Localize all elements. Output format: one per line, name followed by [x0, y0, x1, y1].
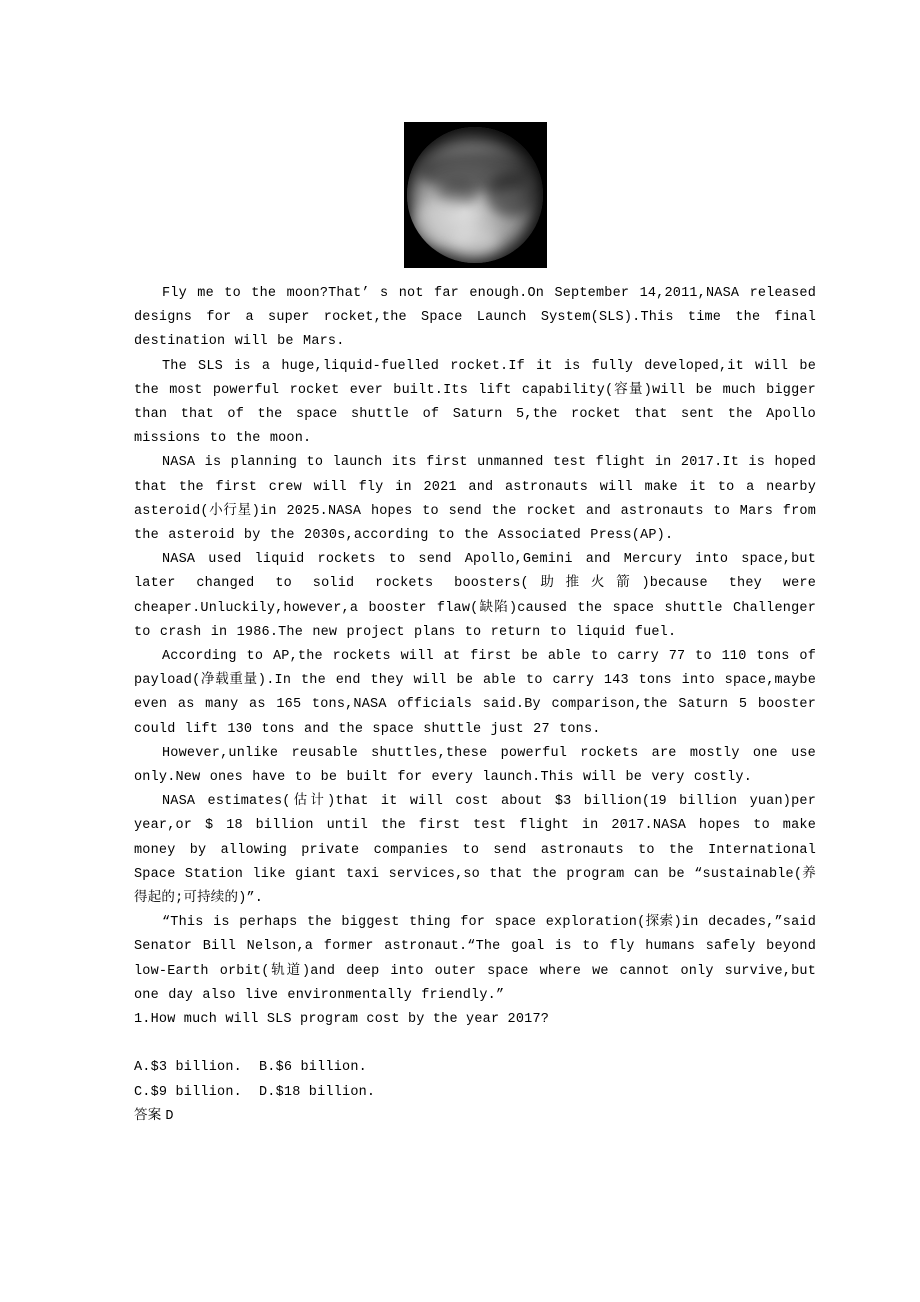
article-paragraph: NASA used liquid rockets to send Apollo,Gemini and Mercury into space,but later changed to solid rockets boosters(助推火箭)because they were cheaper.Unluckily,however,a booster flaw(缺陷)caused the space shuttle Challenger to crash in 1986.The new project plans to return to liquid fuel.	[134, 552, 816, 640]
mars-polar-cap	[453, 228, 499, 255]
mars-dark-patch-right	[486, 173, 538, 217]
mars-planet-sphere	[407, 127, 543, 263]
question-text: 1.How much will SLS program cost by the year 2017?	[134, 1012, 550, 1028]
answer-line	[134, 1105, 816, 1129]
article-paragraph: According to AP,the rockets will at first be able to carry 77 to 110 tons of payload(净载重量).In the end they will be able to carry 143 tons into space,maybe even as many as 165 tons,NASA officials said.By comparison,the Saturn 5 booster could lift 130 tons and the space shuttle just 27 tons.	[134, 649, 816, 737]
option-c: C.$9 billion.	[134, 1084, 242, 1100]
answer-label: 答案	[134, 1108, 162, 1124]
article-paragraph: “This is perhaps the biggest thing for space exploration(探索)in decades,”said Senator Bill Nelson,a former astronaut.“The goal is to fly humans safely beyond low-Earth orbit(轨道)and deep into outer space where we cannot only survive,but one day also live environmentally friendly.”	[134, 915, 816, 1003]
option-d: D.$18 billion.	[259, 1084, 376, 1100]
option-a: A.$3 billion.	[134, 1060, 242, 1076]
option-b: B.$6 billion.	[259, 1060, 367, 1076]
answer-options	[134, 1056, 816, 1129]
mars-photo	[404, 122, 547, 268]
article-paragraph: Fly me to the moon?That’ s not far enough.On September 14,2011,NASA released designs for a super rocket,the Space Launch System(SLS).This time the final destination will be Mars.	[134, 286, 816, 350]
option-row-2	[134, 1081, 816, 1105]
article-paragraph: However,unlike reusable shuttles,these powerful rockets are mostly one use only.New ones have to be built for every launch.This will be very costly.	[134, 745, 816, 786]
option-row-1	[134, 1056, 816, 1080]
article-paragraph: The SLS is a huge,liquid-fuelled rocket.If it is fully developed,it will be the most powerful rocket ever built.Its lift capability(容量)will be much bigger than that of the space shuttle of Saturn 5,the rocket that sent the Apollo missions to the moon.	[134, 358, 816, 447]
reading-passage	[134, 282, 816, 1008]
article-paragraph: NASA estimates(估计)that it will cost about $3 billion(19 billion yuan)per year,or $ 18 billion until the first test flight in 2017.NASA hopes to make money by allowing private companies to send astronauts to the International Space Station like giant taxi services,so that the program can be “sustainable(养得起的;可持续的)”.	[134, 794, 816, 907]
article-paragraph: NASA is planning to launch its first unmanned test flight in 2017.It is hoped that the first crew will fly in 2021 and astronauts will make it to a nearby asteroid(小行星)in 2025.NASA hopes to send the rocket and astronauts to Mars from the asteroid by the 2030s,according to the Associated Press(AP).	[134, 455, 816, 544]
answer-value: D	[165, 1108, 174, 1124]
